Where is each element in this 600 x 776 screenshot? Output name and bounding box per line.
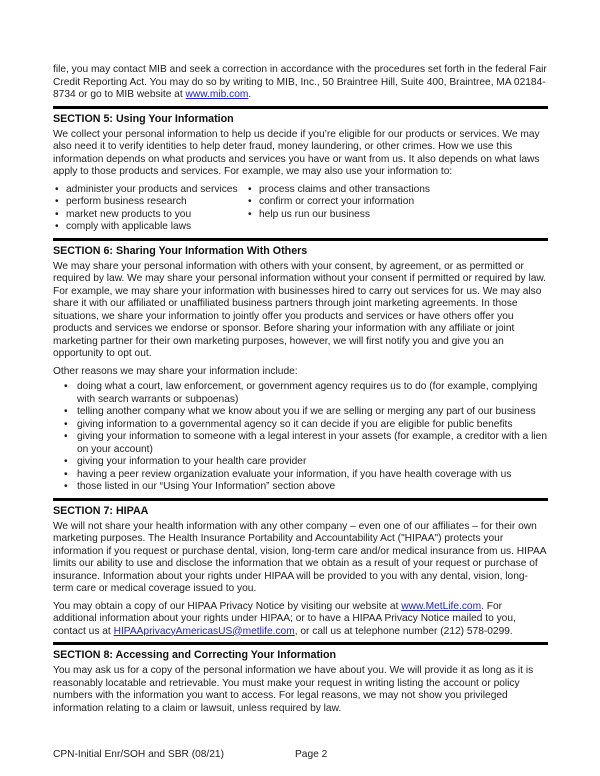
list-item: • comply with applicable laws [53, 221, 246, 234]
page-footer [53, 749, 548, 762]
hipaa-contact-text: . For additional information about your rights under HIPAA; or to have a HIPAA Privacy Notice mailed to you, contact us at [53, 600, 516, 637]
section-8-paragraph: You may ask us for a copy of the personal information we have about you. We will provide it as long as it is reasonably locatable and retrievable. You must make your request in writing listing the account or policy numbers with the information you want to access. For legal reasons, we may not show you privileged information relating to a claim or lawsuit, unless required by law. [53, 665, 534, 714]
section-6-list-lead: Other reasons we may share your information include: [53, 365, 298, 377]
section-7-paragraph: We will not share your health information with any other company – even one of our affiliates – for their own marketing purposes. The Health Insurance Portability and Accountability Act ("HIPAA") protects your information if you request or purchase dental, vision, long-term care and/or medical insurance from us. HIPAA limits our ability to use and disclose the information that we obtain as a result of your request or purchase of insurance. Information about your rights under HIPAA will be provided to you with any dental, vision, long-term care or medical coverage issued to you. [53, 520, 547, 594]
mib-paragraph-text: file, you may contact MIB and seek a correction in accordance with the procedures set forth in the federal Fair Credit Reporting Act. You may do so by writing to MIB, Inc., 50 Braintree Hill, Suite 400, Braintree, MA 02184-8734 or go to MIB website at [53, 64, 547, 100]
list-item: • administer your products and services [53, 184, 246, 197]
list-item: • help us run our business [246, 209, 548, 222]
list-item: • process claims and other transactions [246, 184, 548, 197]
list-item: • confirm or correct your information [246, 196, 548, 209]
list-item: • market new products to you [53, 209, 246, 222]
section-5-intro: We collect your personal information to help us decide if you’re eligible for our products or services. We may also need it to verify identities to help deter fraud, money laundering, or other crimes. How we use this information depends on what products and services you have or want from us. It also depends on what laws apply to those products and services. For example, we may also use your information to: [53, 128, 540, 177]
section-6-bullets [53, 381, 548, 494]
list-item: • giving your information to your health care provider [53, 456, 548, 469]
list-item: • giving your information to someone with a legal interest in your assets (for example, a creditor with a lien on your account) [53, 431, 548, 456]
section-5-bullets-right [246, 184, 548, 234]
section-7-heading: SECTION 7: HIPAA [53, 504, 149, 517]
section-7-contact-paragraph [53, 601, 548, 639]
section-5-bullets-left [53, 184, 246, 234]
mib-paragraph-period: . [248, 89, 252, 100]
list-item: • those listed in our “Using Your Information” section above [53, 481, 548, 494]
footer-form-code: CPN-Initial Enr/SOH and SBR (08/21) [53, 749, 224, 760]
list-item: • giving information to a governmental agency so it can decide if you are eligible for public benefits [53, 419, 548, 432]
section-6-paragraph: We may share your personal information with others with your consent, by agreement, or as permitted or required by law. We may share your personal information without your consent if permitted or required by law. For example, we may share your information with businesses hired to carry out services for us. We may also share it with our affiliated or unaffiliated business partners through joint marketing agreements. In those situations, we share your information to jointly offer you products and services or have others offer you products and services we endorse or sponsor. Before sharing your information with any affiliate or joint marketing partner for their own marketing purposes, however, we will first notify you and give you an opportunity to opt out. [53, 260, 547, 359]
list-item: • telling another company what we know about you if we are selling or merging any part of our business [53, 406, 548, 419]
section-5-heading: SECTION 5: Using Your Information [53, 112, 234, 125]
list-item: • perform business research [53, 196, 246, 209]
hipaa-notice-text: You may obtain a copy of our HIPAA Privacy Notice by visiting our website at [53, 600, 402, 612]
hipaa-phone-text: , or call us at telephone number (212) 578-0299. [294, 625, 513, 637]
metlife-website-link[interactable]: www.MetLife.com [401, 600, 482, 612]
list-item: • having a peer review organization evaluate your information, if you have health coverage with us [53, 469, 548, 482]
section-5-divider [53, 106, 548, 109]
hipaa-email-link[interactable]: HIPAAprivacyAmericasUS@metlife.com [113, 625, 295, 637]
mib-correction-paragraph [53, 64, 548, 102]
footer-page-number: Page 2 [295, 749, 328, 760]
mib-website-link[interactable]: www.mib.com [185, 89, 249, 100]
section-7-divider [53, 498, 548, 501]
section-8-heading: SECTION 8: Accessing and Correcting Your Information [53, 649, 337, 661]
section-5-bullet-columns [53, 184, 548, 234]
section-6-divider [53, 238, 548, 241]
section-8-divider [53, 642, 548, 645]
list-item: • doing what a court, law enforcement, or government agency requires us to do (for example, complying with search warrants or subpoenas) [53, 381, 548, 406]
section-6-heading: SECTION 6: Sharing Your Information With Others [53, 244, 308, 257]
